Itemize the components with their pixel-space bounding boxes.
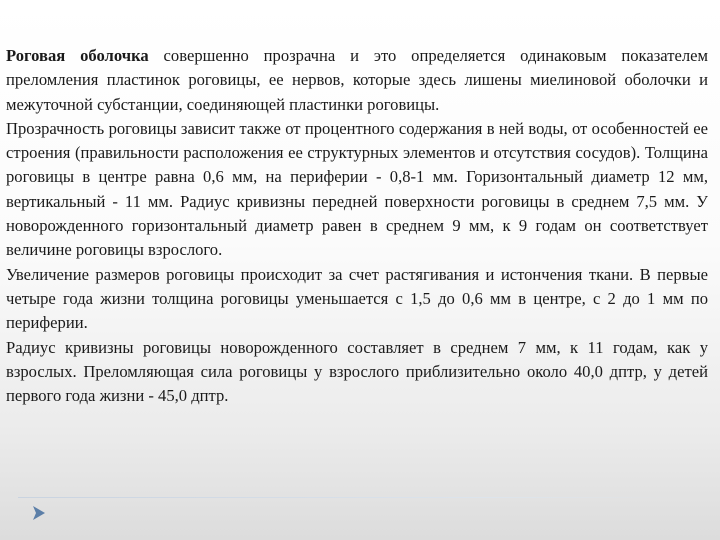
paragraph-3: Увеличение размеров роговицы происходит за счет растягивания и истончения ткани. В первые четыре года жизни толщина роговицы уменьшается с 1,5 до 0,6 мм в центре, с 2 до 1 мм по периферии. <box>6 264 708 333</box>
triangle-right-icon[interactable] <box>32 505 46 521</box>
term-cornea: Роговая оболочка <box>6 46 149 65</box>
paragraph-2: Прозрачность роговицы зависит также от процентного содержания в ней воды, от особенностей ее строения (правильности расположения ее структурных элементов и отсутствия сосудов). Толщина роговицы в центре равна 0,6 мм, на периферии - 0,8-1 мм. Горизонтальный диаметр 12 мм, вертикальный - 11 мм. Радиус кривизны передней поверхности роговицы в среднем 7,5 мм. У новорожденного горизонтальный диаметр равен в среднем 9 мм, к 9 годам он соответствует величине роговицы взрослого. <box>6 118 708 260</box>
footer-divider <box>18 497 684 498</box>
slide-body-text <box>6 44 708 408</box>
paragraph-1 <box>6 44 708 117</box>
paragraph-4: Радиус кривизны роговицы новорожденного составляет в среднем 7 мм, к 11 годам, как у взрослых. Преломляющая сила роговицы у взрослого приблизительно около 40,0 дптр, у детей первого года жизни - 45,0 дптр. <box>6 337 708 406</box>
paragraph-1-text: совершенно прозрачна и это определяется одинаковым показателем преломления пластинок роговицы, ее нервов, которые здесь лишены миелиновой оболочки и межуточной субстанции, соединяющей пластинки роговицы. <box>6 46 708 114</box>
